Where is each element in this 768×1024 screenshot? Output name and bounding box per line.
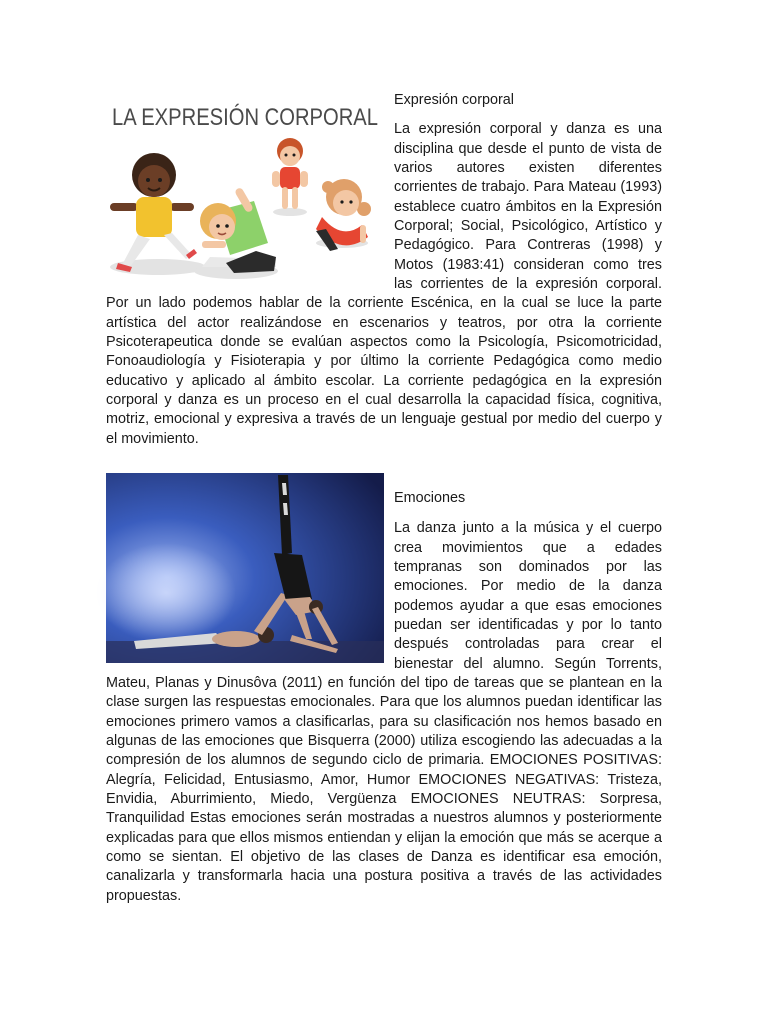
dancers-photo — [106, 473, 384, 663]
section-expresion-corporal — [106, 91, 662, 449]
section-emociones — [106, 472, 662, 906]
section-heading: Emociones — [394, 490, 466, 506]
section-paragraph: La expresión corporal y danza es una disciplina que desde el punto de vista de varios autores existen diferentes corrientes de trabajo. Para Mateau (1993) establece cuatro ámbitos en la Expresión Corporal; Social, Psicológico, Artístico y Pedagógico. Para Contreras (1998) y Motos (1983:41) consideran como tres las corrientes de la expresión corporal. Por un lado podemos hablar de la corriente Escénica, en la cual se luce la parte artística del actor realizándose en escenarios y teatros, por otra la corriente Psicoterapeutica donde se evalúan aspectos como la Psicología, Psicomotricidad, Fonoaudiología y Fisioterapia y por último la corriente Pedagógica como medio educativo y aplicado al ámbito escolar. La corriente pedagógica en la expresión corporal y danza es un proceso en el cual desarrolla la capacidad física, cognitiva, motriz, emocional y expresiva a través de un lenguaje gestual por medio del cuerpo y el movimiento. — [106, 121, 662, 447]
illustration-banner-text: LA EXPRESIÓN CORPORAL — [112, 104, 378, 131]
section-heading: Expresión corporal — [394, 92, 514, 108]
expresion-corporal-illustration — [106, 91, 384, 287]
section-paragraph: La danza junto a la música y el cuerpo crea movimientos que a edades tempranas son dominados por las emociones. Por medio de la danza podemos ayudar a que esas emociones puedan ser identificadas y por lo tanto después controladas para crear el bienestar del alumno. Según Torrents, Mateu, Planas y Dinusôva (2011) en función del tipo de tareas que se plantean en la clase surgen las respuestas emocionales. Para que los alumnos puedan identificar las emociones primero vamos a clasificarlas, para su clasificación nos hemos basado en algunas de las emociones que Bisquerra (2000) utiliza escogiendo las adecuadas a la compresión de los alumnos de segundo ciclo de primaria. EMOCIONES POSITIVAS: Alegría, Felicidad, Entusiasmo, Amor, Humor EMOCIONES NEGATIVAS: Tristeza, Envidia, Aburrimiento, Miedo, Vergüenza EMOCIONES NEUTRAS: Sorpresa, Tranquilidad Estas emociones serán mostradas a nuestros alumnos y posteriormente explicadas para que ellos mismos entiendan y elijan la emoción que más se acerque a como se sientan. El objetivo de las clases de Danza es identificar esa emoción, canalizarla y transformarla hacia una postura positiva a través de las actividades propuestas. — [106, 520, 662, 904]
